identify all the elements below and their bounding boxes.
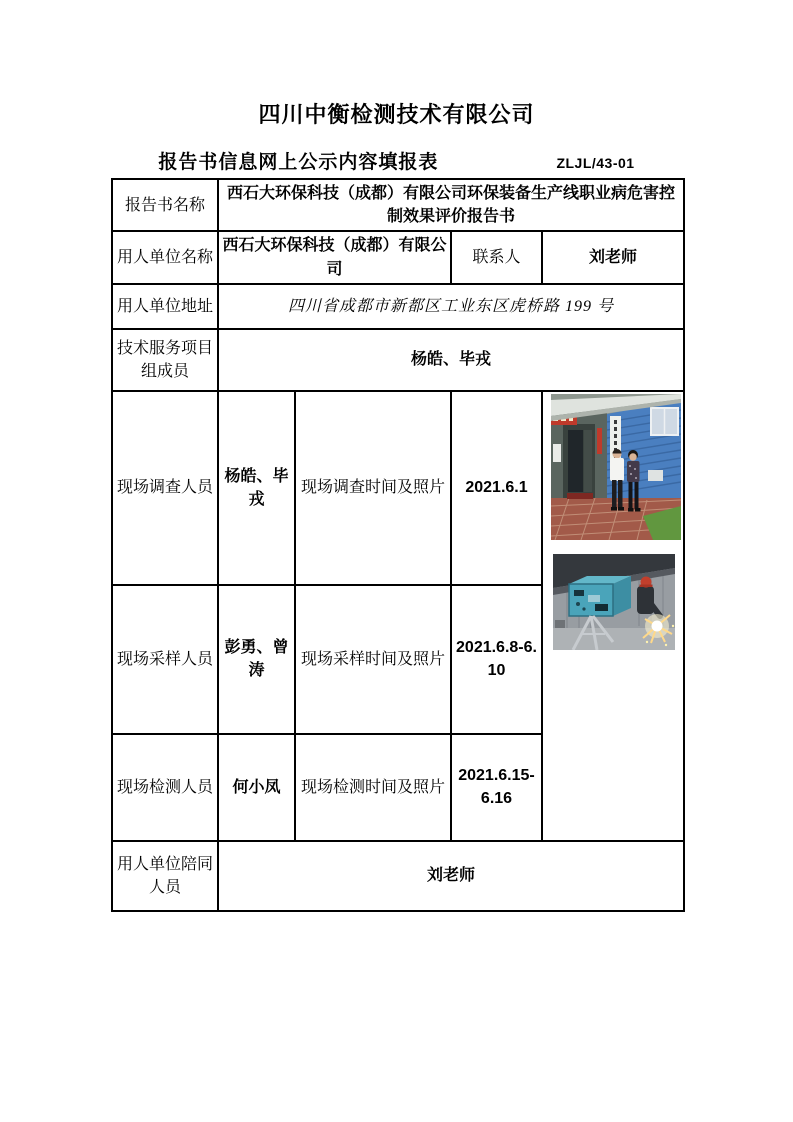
employer-address-value: 四川省成都市新都区工业东区虎桥路 199 号	[218, 284, 684, 329]
ac-unit	[648, 470, 663, 481]
contact-value: 刘老师	[542, 231, 684, 283]
employer-name-value: 西石大环保科技（成都）有限公司	[218, 231, 451, 283]
table-row-employer-name	[112, 231, 684, 283]
table-row-report-name	[112, 179, 684, 231]
contact-label: 联系人	[451, 231, 542, 283]
form-code: ZLJL/43-01	[556, 155, 635, 171]
report-name-value: 西石大环保科技（成都）有限公司环保装备生产线职业病危害控制效果评价报告书	[218, 179, 684, 231]
company-title: 四川中衡检测技术有限公司	[258, 102, 535, 127]
employer-address-label: 用人单位地址	[112, 284, 218, 329]
accompanying-value: 刘老师	[218, 841, 684, 911]
site-survey-time-label: 现场调查时间及照片	[295, 391, 451, 585]
floor-equipment	[555, 620, 565, 628]
site-testing-names: 何小凤	[218, 734, 295, 841]
photos-cell	[542, 391, 684, 841]
red-sign	[597, 428, 602, 454]
project-team-value: 杨皓、毕戎	[218, 329, 684, 391]
site-survey-date: 2021.6.1	[451, 391, 542, 585]
report-info-table	[111, 178, 685, 912]
site-sampling-time-label: 现场采样时间及照片	[295, 585, 451, 734]
report-name-label: 报告书名称	[112, 179, 218, 231]
table-row-accompanying	[112, 841, 684, 911]
sampling-instrument	[569, 576, 631, 616]
site-testing-date: 2021.6.15-6.16	[451, 734, 542, 841]
accompanying-label: 用人单位陪同人员	[112, 841, 218, 911]
site-sampling-label: 现场采样人员	[112, 585, 218, 734]
form-title-row	[0, 147, 793, 174]
table-row-employer-address	[112, 284, 684, 329]
form-title: 报告书信息网上公示内容填报表	[158, 152, 439, 173]
table-row-project-team	[112, 329, 684, 391]
site-sampling-photo	[553, 554, 675, 650]
site-survey-label: 现场调查人员	[112, 391, 218, 585]
site-survey-names: 杨皓、毕戎	[218, 391, 295, 585]
site-sampling-date: 2021.6.8-6.10	[451, 585, 542, 734]
site-testing-time-label: 现场检测时间及照片	[295, 734, 451, 841]
site-testing-label: 现场检测人员	[112, 734, 218, 841]
wall-sign	[553, 444, 561, 462]
employer-name-label: 用人单位名称	[112, 231, 218, 283]
site-survey-photo	[551, 394, 681, 540]
doormat	[567, 493, 593, 499]
table-row-site-survey	[112, 391, 684, 585]
site-sampling-names: 彭勇、曾涛	[218, 585, 295, 734]
project-team-label: 技术服务项目组成员	[112, 329, 218, 391]
